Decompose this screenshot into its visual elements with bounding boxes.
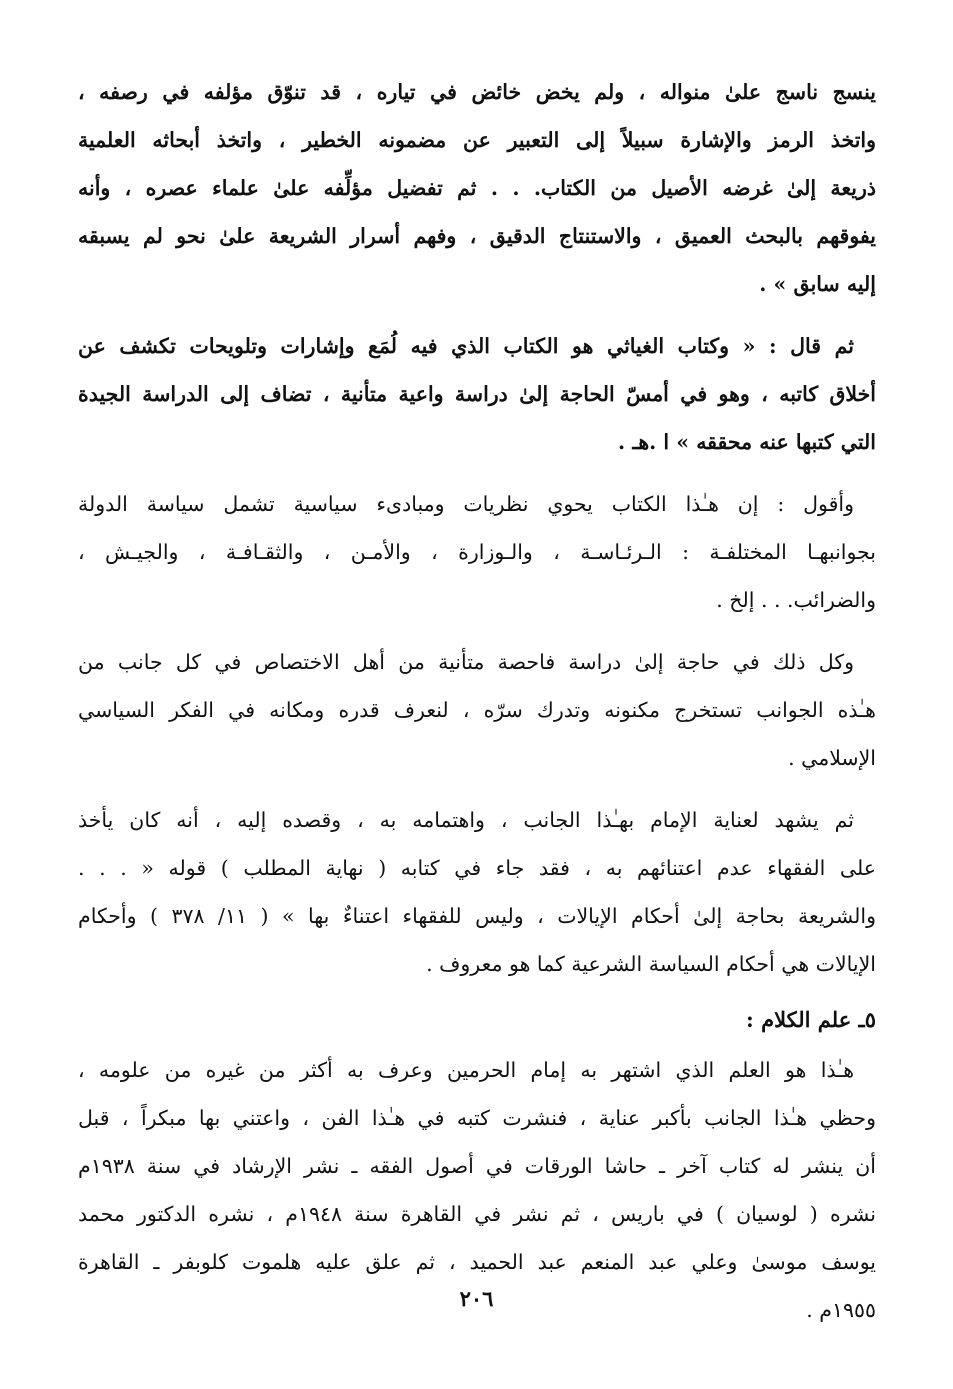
text-line: إليه سابق » . xyxy=(759,272,876,296)
section-heading: ٥ـ علم الكلام : xyxy=(746,1007,876,1032)
paragraph-author-remark xyxy=(78,480,876,624)
text-line: يوسف موسىٰ وعلي عبد المنعم عبد الحميد ، ثم علق عليه هلموت كلوبفر ـ القاهرة xyxy=(78,1250,876,1274)
paragraph-ghiyathi-quote xyxy=(78,322,876,466)
text-line: يفوقهم بالبحث العميق ، والاستنتاج الدقيق ، وفهم أسرار الشريعة علىٰ نحو لم يسبقه xyxy=(78,224,876,248)
text-line: التي كتبها عنه محققه » ا .هـ . xyxy=(618,430,876,454)
text-line: بجوانبهـا المختلفـة : الـرئـاسـة ، والـوزارة ، والأمـن ، والثقـافـة ، والجيـش ، xyxy=(78,540,876,564)
text-line: الإيالات هي أحكام السياسة الشرعية كما هو معروف . xyxy=(426,952,876,976)
text-line: واتخذ الرمز والإشارة سبيلاً إلى التعبير عن مضمونه الخطير ، واتخذ أبحاثه العلمية xyxy=(78,128,876,152)
text-line: هـٰذا هو العلم الذي اشتهر به إمام الحرمين وعرف به أكثر من غيره من علومه ، xyxy=(78,1058,854,1082)
text-line: أخلاق كاتبه ، وهو في أمسّ الحاجة إلىٰ دراسة واعية متأنية ، تضاف إلى الدراسة الجيدة xyxy=(78,382,876,406)
page-body xyxy=(78,68,876,1348)
text-line: وكل ذلك في حاجة إلىٰ دراسة فاحصة متأنية من أهل الاختصاص في كل جانب من xyxy=(78,650,854,674)
text-line: ينسج ناسج علىٰ منواله ، ولم يخض خائض في تياره ، قد تنوّق مؤلفه في رصفه ، xyxy=(78,80,876,104)
text-line: ثم قال : « وكتاب الغياثي هو الكتاب الذي فيه لُمَع وإشارات وتلويحات تكشف عن xyxy=(78,334,854,358)
text-line: ذريعة إلىٰ غرضه الأصيل من الكتاب. . . ثم تفضيل مؤلِّفه علىٰ علماء عصره ، وأنه xyxy=(78,176,876,200)
text-line: ١٩٥٥م . xyxy=(806,1298,876,1322)
text-line: وأقول : إن هـٰذا الكتاب يحوي نظريات ومبادىء سياسية تشمل سياسة الدولة xyxy=(78,492,854,516)
page-number: ٢٠٦ xyxy=(459,1286,494,1311)
text-line: والضرائب. . . إلخ . xyxy=(716,588,876,612)
text-line: ثم يشهد لعناية الإمام بهـٰذا الجانب ، واهتمامه به ، وقصده إليه ، أنه كان يأخذ xyxy=(78,808,854,832)
text-line: على الفقهاء عدم اعتنائهم به ، فقد جاء في كتابه ( نهاية المطلب ) قوله « . . . xyxy=(78,856,876,880)
text-line: هـٰذه الجوانب تستخرج مكنونه وتدرك سرّه ، لنعرف قدره ومكانه في الفكر السياسي xyxy=(78,698,876,722)
text-line: نشره ( لوسيان ) في باريس ، ثم نشر في القاهرة سنة ١٩٤٨م ، نشره الدكتور محمد xyxy=(78,1202,876,1226)
paragraph-study-need xyxy=(78,638,876,782)
text-line: الإسلامي . xyxy=(788,746,876,770)
text-line: وحظي هـٰذا الجانب بأكبر عناية ، فنشرت كتبه في هـٰذا الفن ، واعتني بها مبكراً ، قبل xyxy=(78,1106,876,1130)
text-line: أن ينشر له كتاب آخر ـ حاشا الورقات في أصول الفقه ـ نشر الإرشاد في سنة ١٩٣٨م xyxy=(78,1154,876,1178)
paragraph-imam-attention xyxy=(78,796,876,988)
paragraph-quote-continuation xyxy=(78,68,876,308)
text-line: والشريعة بحاجة إلىٰ أحكام الإيالات ، وليس للفقهاء اعتناءٌ بها » ( ١١/ ٣٧٨ ) وأحكام xyxy=(78,904,876,928)
